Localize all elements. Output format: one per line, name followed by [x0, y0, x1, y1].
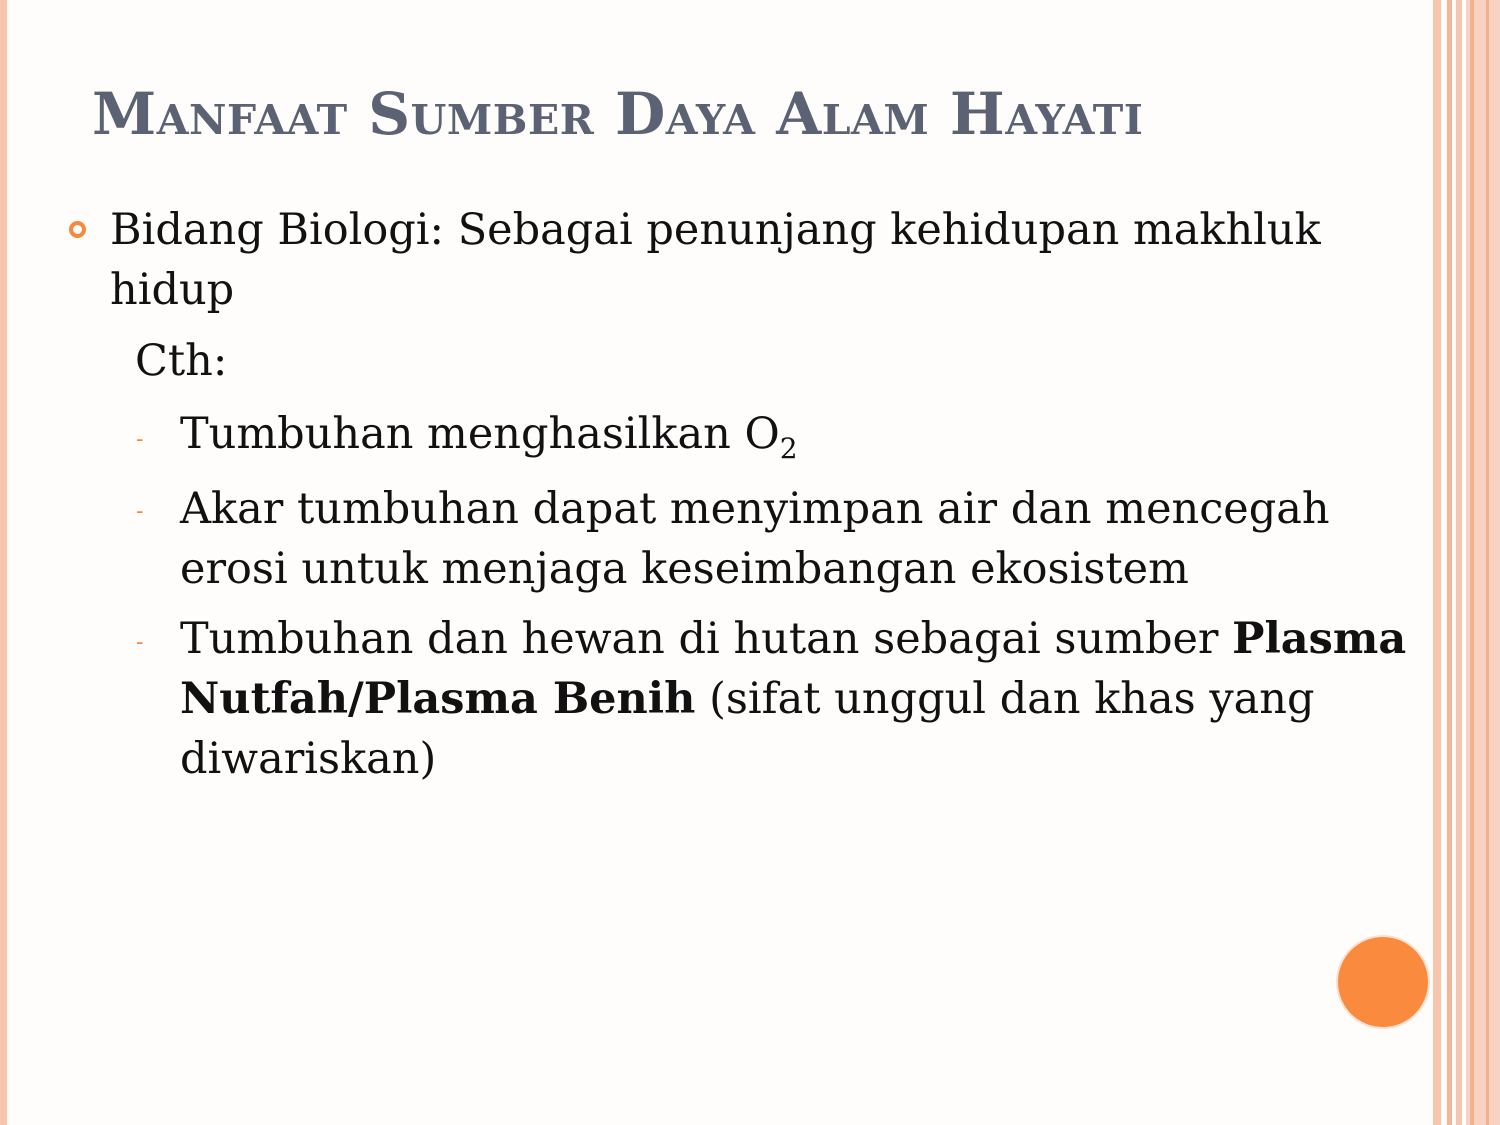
dash-bullet-icon: -	[136, 499, 144, 524]
subscript-number: 2	[779, 432, 798, 465]
right-border-stripe	[1486, 0, 1489, 1125]
list-item	[180, 609, 1420, 789]
slide-title: Manfaat Sumber Daya Alam Hayati	[92, 80, 1144, 148]
right-border-stripe	[1470, 0, 1474, 1125]
decorative-circle	[1338, 937, 1428, 1027]
circle-bullet-icon	[69, 221, 86, 238]
list-item	[180, 479, 1420, 599]
dash-bullet-icon: -	[136, 630, 144, 655]
list-item-text: Akar tumbuhan dapat menyimpan air dan mencegah erosi untuk menjaga keseimbangan ekosistem	[180, 484, 1330, 594]
right-border-stripe	[1447, 0, 1452, 1125]
right-border-stripe	[1456, 0, 1462, 1125]
list-item-text: (sifat unggul dan khas yang diwariskan)	[180, 674, 1315, 784]
dash-bullet-icon: -	[136, 427, 144, 452]
example-label: Cth:	[135, 336, 228, 386]
list-item	[180, 404, 1420, 464]
bold-term: Plasma Nutfah/Plasma Benih	[180, 614, 1407, 724]
left-border-stripe	[0, 0, 7, 1125]
main-bullet-text: Bidang Biologi: Sebagai penunjang kehidupan makhluk hidup	[110, 205, 1321, 315]
list-item-text: Tumbuhan menghasilkan O	[180, 409, 780, 459]
list-item-text: Tumbuhan dan hewan di hutan sebagai sumber	[180, 614, 1233, 664]
right-border-stripe	[1433, 0, 1441, 1125]
